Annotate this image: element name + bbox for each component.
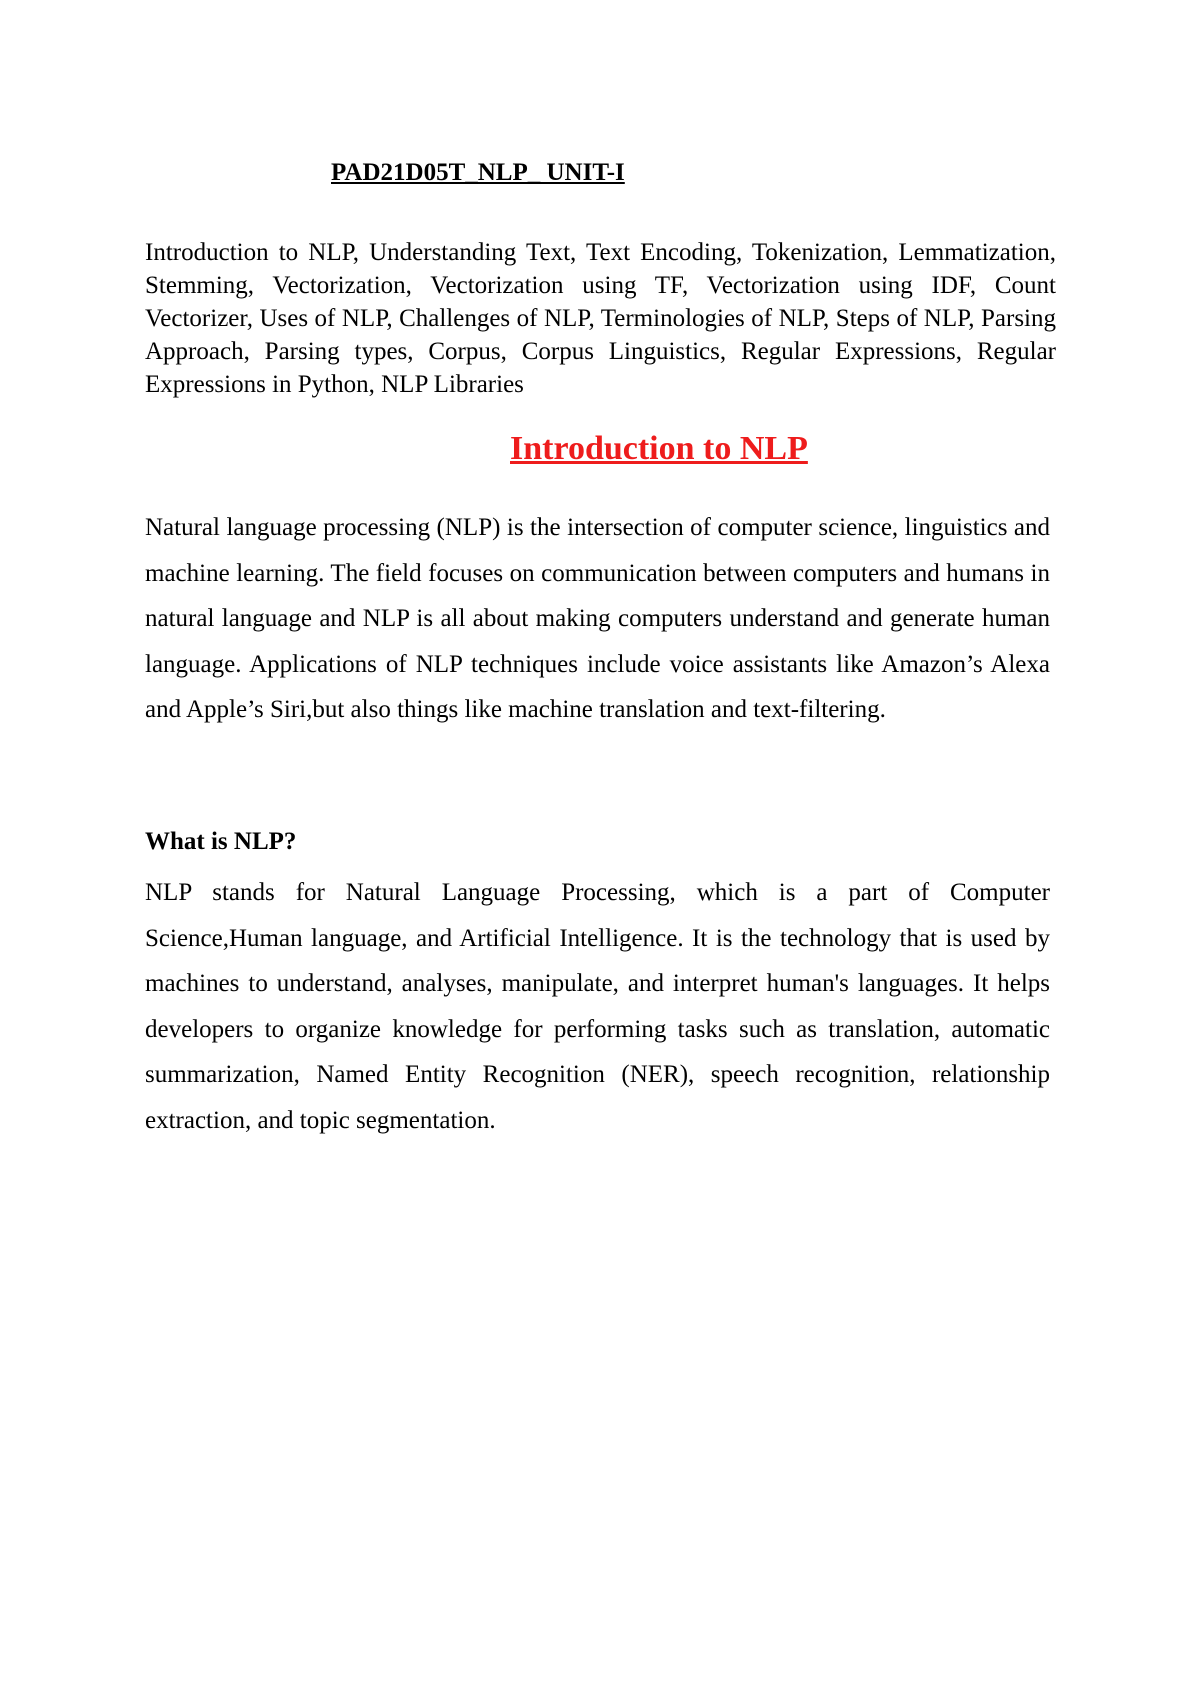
- subheading-what-is-nlp: What is NLP?: [145, 828, 297, 855]
- intro-paragraph: Natural language processing (NLP) is the intersection of computer science, linguistics and machine learning. The field focuses on communication between computers and humans in natural language and NLP is all about making computers understand and generate human language. Applications of NLP techniques include voice assistants like Amazon’s Alexa and Apple’s Siri,but also things like machine translation and text-filtering.: [145, 514, 1050, 724]
- section-title: Introduction to NLP: [510, 430, 808, 467]
- nlp-definition-paragraph: NLP stands for Natural Language Processing, which is a part of Computer Science,Human language, and Artificial Intelligence. It is the technology that is used by machines to understand, analyses, manipulate, and interpret human's languages. It helps developers to organize knowledge for performing tasks such as translation, automatic summarization, Named Entity Recognition (NER), speech recognition, relationship extraction, and topic segmentation.: [145, 879, 1050, 1134]
- syllabus-topics: Introduction to NLP, Understanding Text, Text Encoding, Tokenization, Lemmatization, Stemming, Vectorization, Vectorization using TF, Vectorization using IDF, Count Vectorizer, Uses of NLP, Challenges of NLP, Terminologies of NLP, Steps of NLP, Parsing Approach, Parsing types, Corpus, Corpus Linguistics, Regular Expressions, Regular Expressions in Python, NLP Libraries: [145, 239, 1056, 398]
- document-code-heading: PAD21D05T_NLP_ UNIT-I: [331, 159, 625, 186]
